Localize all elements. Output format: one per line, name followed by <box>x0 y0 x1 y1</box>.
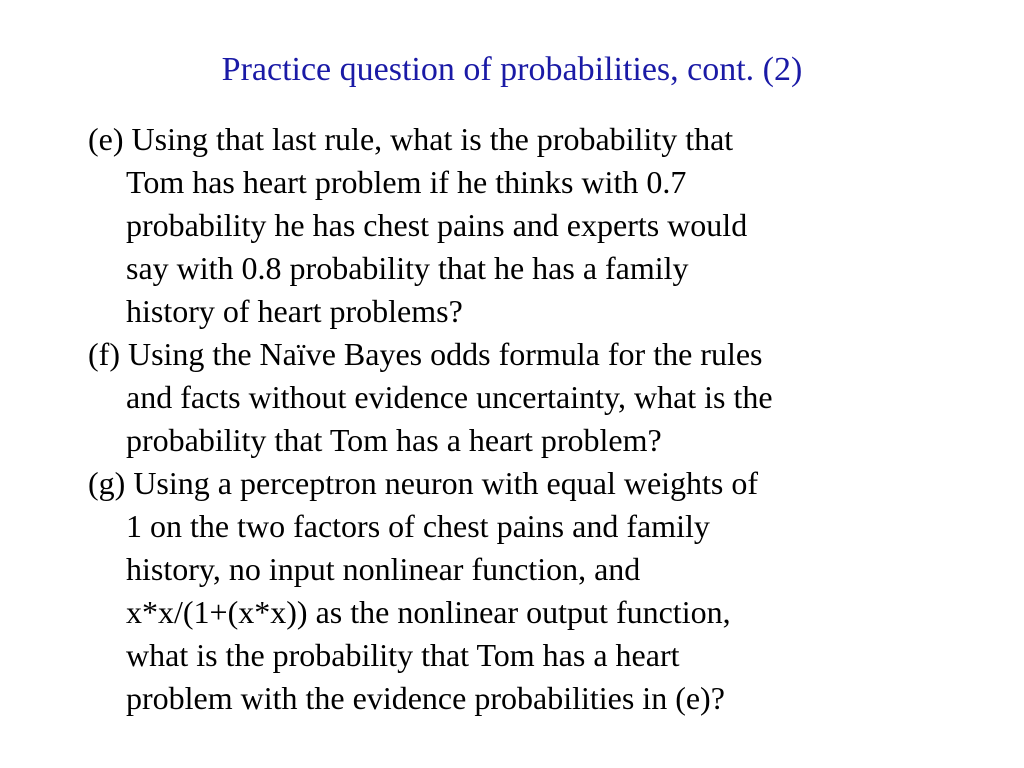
question-f <box>88 333 948 462</box>
slide-title: Practice question of probabilities, cont. (2) <box>221 51 803 88</box>
question-line: history of heart problems? <box>126 293 463 329</box>
question-line: say with 0.8 probability that he has a family <box>126 250 689 286</box>
question-line: Tom has heart problem if he thinks with 0.7 <box>126 164 687 200</box>
question-line: (e) Using that last rule, what is the probability that <box>88 121 734 157</box>
question-line: (f) Using the Naïve Bayes odds formula for the rules <box>88 336 763 372</box>
question-line: history, no input nonlinear function, and <box>126 551 641 587</box>
question-e <box>88 118 948 333</box>
question-line: 1 on the two factors of chest pains and family <box>126 508 710 544</box>
question-line: x*x/(1+(x*x)) as the nonlinear output function, <box>126 594 731 630</box>
question-line: (g) Using a perceptron neuron with equal weights of <box>88 465 759 501</box>
question-line: probability that Tom has a heart problem? <box>126 422 662 458</box>
question-line: what is the probability that Tom has a heart <box>126 637 680 673</box>
question-g <box>88 462 948 720</box>
question-line: and facts without evidence uncertainty, what is the <box>126 379 773 415</box>
question-line: problem with the evidence probabilities in (e)? <box>126 680 725 716</box>
question-list <box>88 118 948 720</box>
question-line: probability he has chest pains and experts would <box>126 207 748 243</box>
